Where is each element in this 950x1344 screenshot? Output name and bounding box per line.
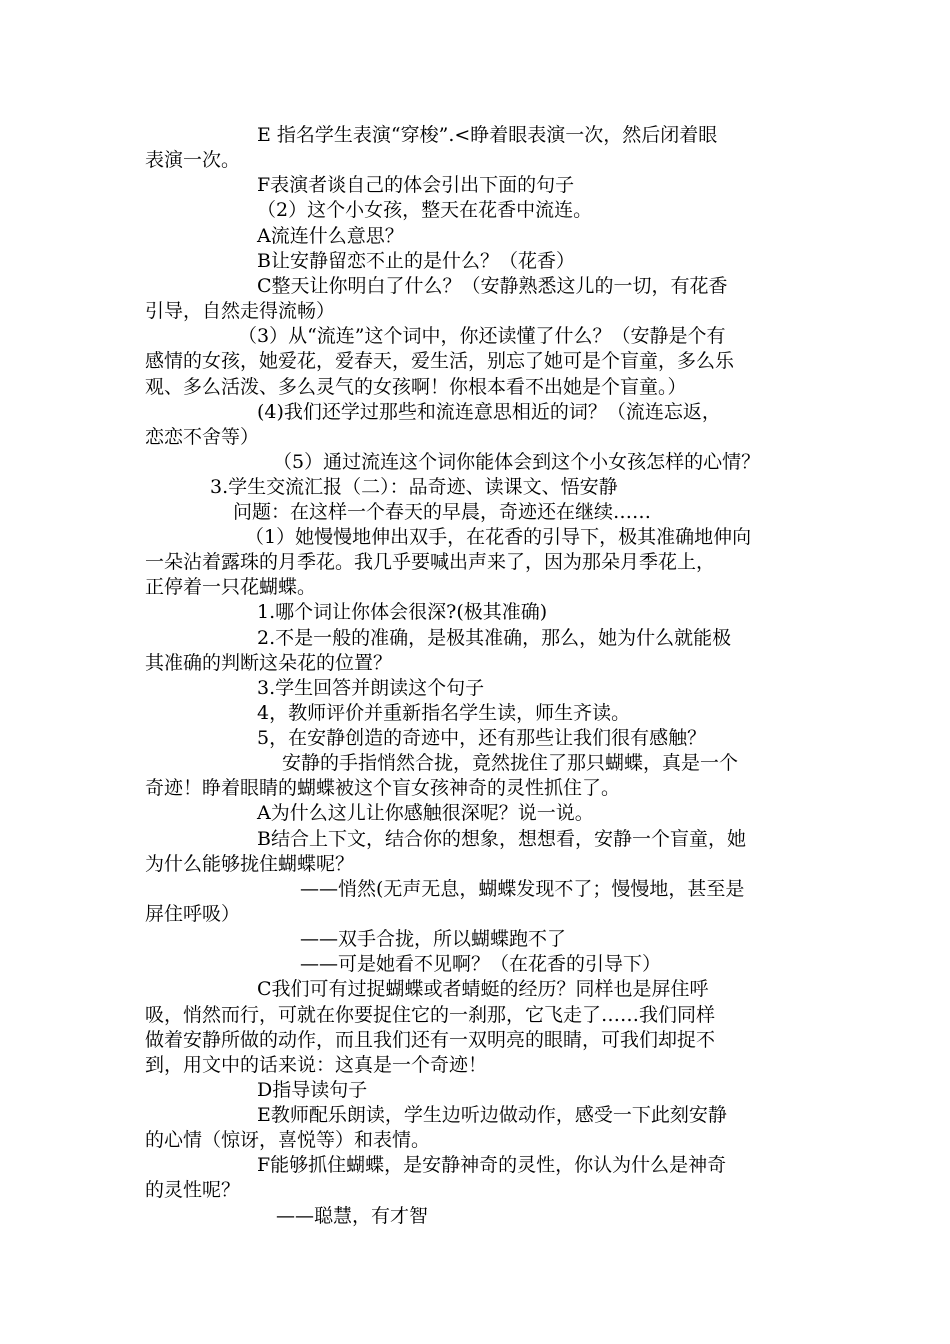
text-line: （3）从“流连”这个词中，你还读懂了什么？（安静是个有: [238, 325, 726, 347]
text-line: 观、多么活泼、多么灵气的女孩啊！你根本看不出她是个盲童。）: [145, 376, 687, 398]
text-line: 3.学生回答并朗读这个句子: [257, 677, 485, 699]
text-line: （1）她慢慢地伸出双手，在花香的引导下，极其准确地伸向: [245, 526, 752, 548]
text-line: （5）通过流连这个词你能体会到这个小女孩怎样的心情？: [273, 451, 761, 473]
text-line: ——双手合拢，所以蝴蝶跑不了: [300, 928, 567, 950]
text-line: 感情的女孩，她爱花，爱春天，爱生活，别忘了她可是个盲童，多么乐: [145, 350, 735, 372]
text-line: 的心情（惊讶，喜悦等）和表情。: [145, 1129, 431, 1151]
text-line: 为什么能够拢住蝴蝶呢？: [145, 853, 355, 875]
text-line: 表演一次。: [145, 149, 241, 171]
text-line: C我们可有过捉蝴蝶或者蜻蜓的经历？同样也是屏住呼: [257, 978, 709, 1000]
text-line: 引导，自然走得流畅）: [145, 300, 336, 322]
text-line: ——可是她看不见啊？（在花香的引导下）: [300, 953, 662, 975]
text-line: （2）这个小女孩，整天在花香中流连。: [257, 199, 593, 221]
text-line: E 指名学生表演“穿梭”.<睁着眼表演一次，然后闭着眼: [257, 124, 718, 146]
text-line: 的灵性呢？: [145, 1179, 241, 1201]
text-line: 做着安静所做的动作，而且我们还有一双明亮的眼睛，可我们却捉不: [145, 1029, 716, 1051]
text-line: F表演者谈自己的体会引出下面的句子: [257, 174, 575, 196]
text-line: 屏住呼吸）: [145, 903, 241, 925]
text-line: 奇迹！睁着眼睛的蝴蝶被这个盲女孩神奇的灵性抓住了。: [145, 777, 621, 799]
text-line: 恋恋不舍等）: [145, 426, 260, 448]
text-line: 一朵沾着露珠的月季花。我几乎要喊出声来了，因为那朵月季花上，: [145, 551, 716, 573]
text-line: ——悄然(无声无息，蝴蝶发现不了；慢慢地，甚至是: [300, 878, 745, 900]
text-line: 问题：在这样一个春天的早晨，奇迹还在继续……: [233, 501, 652, 523]
text-line: ——聪慧，有才智: [276, 1205, 429, 1227]
text-line: E教师配乐朗读，学生边听边做动作，感受一下此刻安静: [257, 1104, 727, 1126]
text-line: B让安静留恋不止的是什么？（花香）: [257, 250, 575, 272]
text-line: 2.不是一般的准确，是极其准确，那么，她为什么就能极: [257, 627, 732, 649]
text-line: 1.哪个词让你体会很深?(极其准确): [257, 601, 548, 623]
text-line: 4，教师评价并重新指名学生读，师生齐读。: [257, 702, 631, 724]
text-line: 正停着一只花蝴蝶。: [145, 576, 317, 598]
text-line: 3.学生交流汇报（二）：品奇迹、读课文、悟安静: [210, 476, 618, 498]
text-line: 5，在安静创造的奇迹中，还有那些让我们很有感触？: [257, 727, 707, 749]
text-line: C整天让你明白了什么？（安静熟悉这儿的一切，有花香: [257, 275, 728, 297]
text-line: A为什么这儿让你感触很深呢？说一说。: [257, 802, 594, 824]
text-line: 安静的手指悄然合拢，竟然拢住了那只蝴蝶，真是一个: [282, 752, 739, 774]
text-line: D指导读句子: [257, 1079, 368, 1101]
text-line: 到，用文中的话来说：这真是一个奇迹！: [145, 1054, 488, 1076]
text-line: B结合上下文，结合你的想象，想想看，安静一个盲童，她: [257, 828, 746, 850]
text-line: 吸，悄然而行，可就在你要捉住它的一刹那，它飞走了……我们同样: [145, 1004, 716, 1026]
text-line: 其准确的判断这朵花的位置？: [145, 652, 393, 674]
text-line: F能够抓住蝴蝶，是安静神奇的灵性，你认为什么是神奇: [257, 1154, 727, 1176]
text-line: A流连什么意思？: [257, 225, 404, 247]
text-line: (4)我们还学过那些和流连意思相近的词？（流连忘返，: [257, 401, 721, 423]
